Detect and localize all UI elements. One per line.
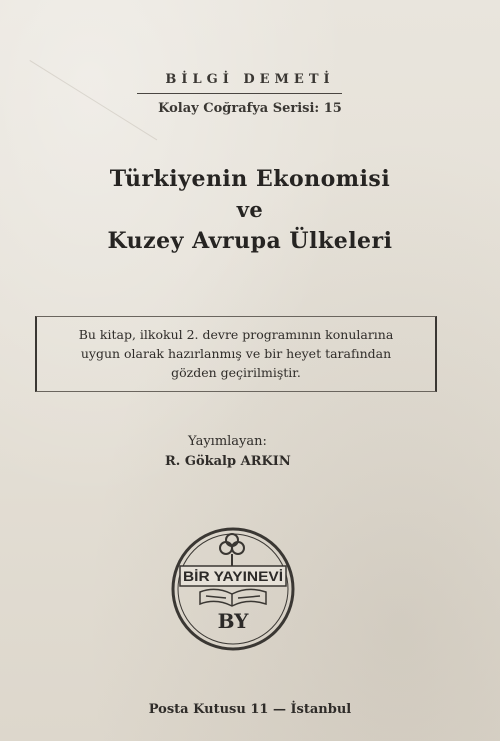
publisher-address: Posta Kutusu 11 — İstanbul xyxy=(148,702,352,717)
publisher-logo-stamp xyxy=(170,526,296,652)
logo-monogram: BY xyxy=(217,609,249,633)
curriculum-note-line-3: gözden geçirilmiştir. xyxy=(171,365,301,380)
curriculum-note-box xyxy=(35,316,437,392)
series-divider xyxy=(137,93,342,94)
publisher-name: R. Gökalp ARKIN xyxy=(165,454,291,469)
book-title-line-3: Kuzey Avrupa Ülkeleri xyxy=(107,228,393,254)
book-title-line-1: Türkiyenin Ekonomisi xyxy=(109,166,391,192)
tree-icon xyxy=(220,534,244,566)
curriculum-note-line-1: Bu kitap, ilkokul 2. devre programının konularına xyxy=(78,327,394,342)
curriculum-note-line-2: uygun olarak hazırlanmış ve bir heyet tarafından xyxy=(80,346,392,361)
series-name: BİLGİ DEMETİ xyxy=(165,72,335,87)
open-book-icon xyxy=(200,589,266,606)
book-title-line-2: ve xyxy=(236,197,264,222)
series-subtitle: Kolay Coğrafya Serisi: 15 xyxy=(158,101,342,116)
publisher-label: Yayımlayan: xyxy=(188,434,267,449)
logo-text: BİR YAYINEVİ xyxy=(183,568,283,584)
